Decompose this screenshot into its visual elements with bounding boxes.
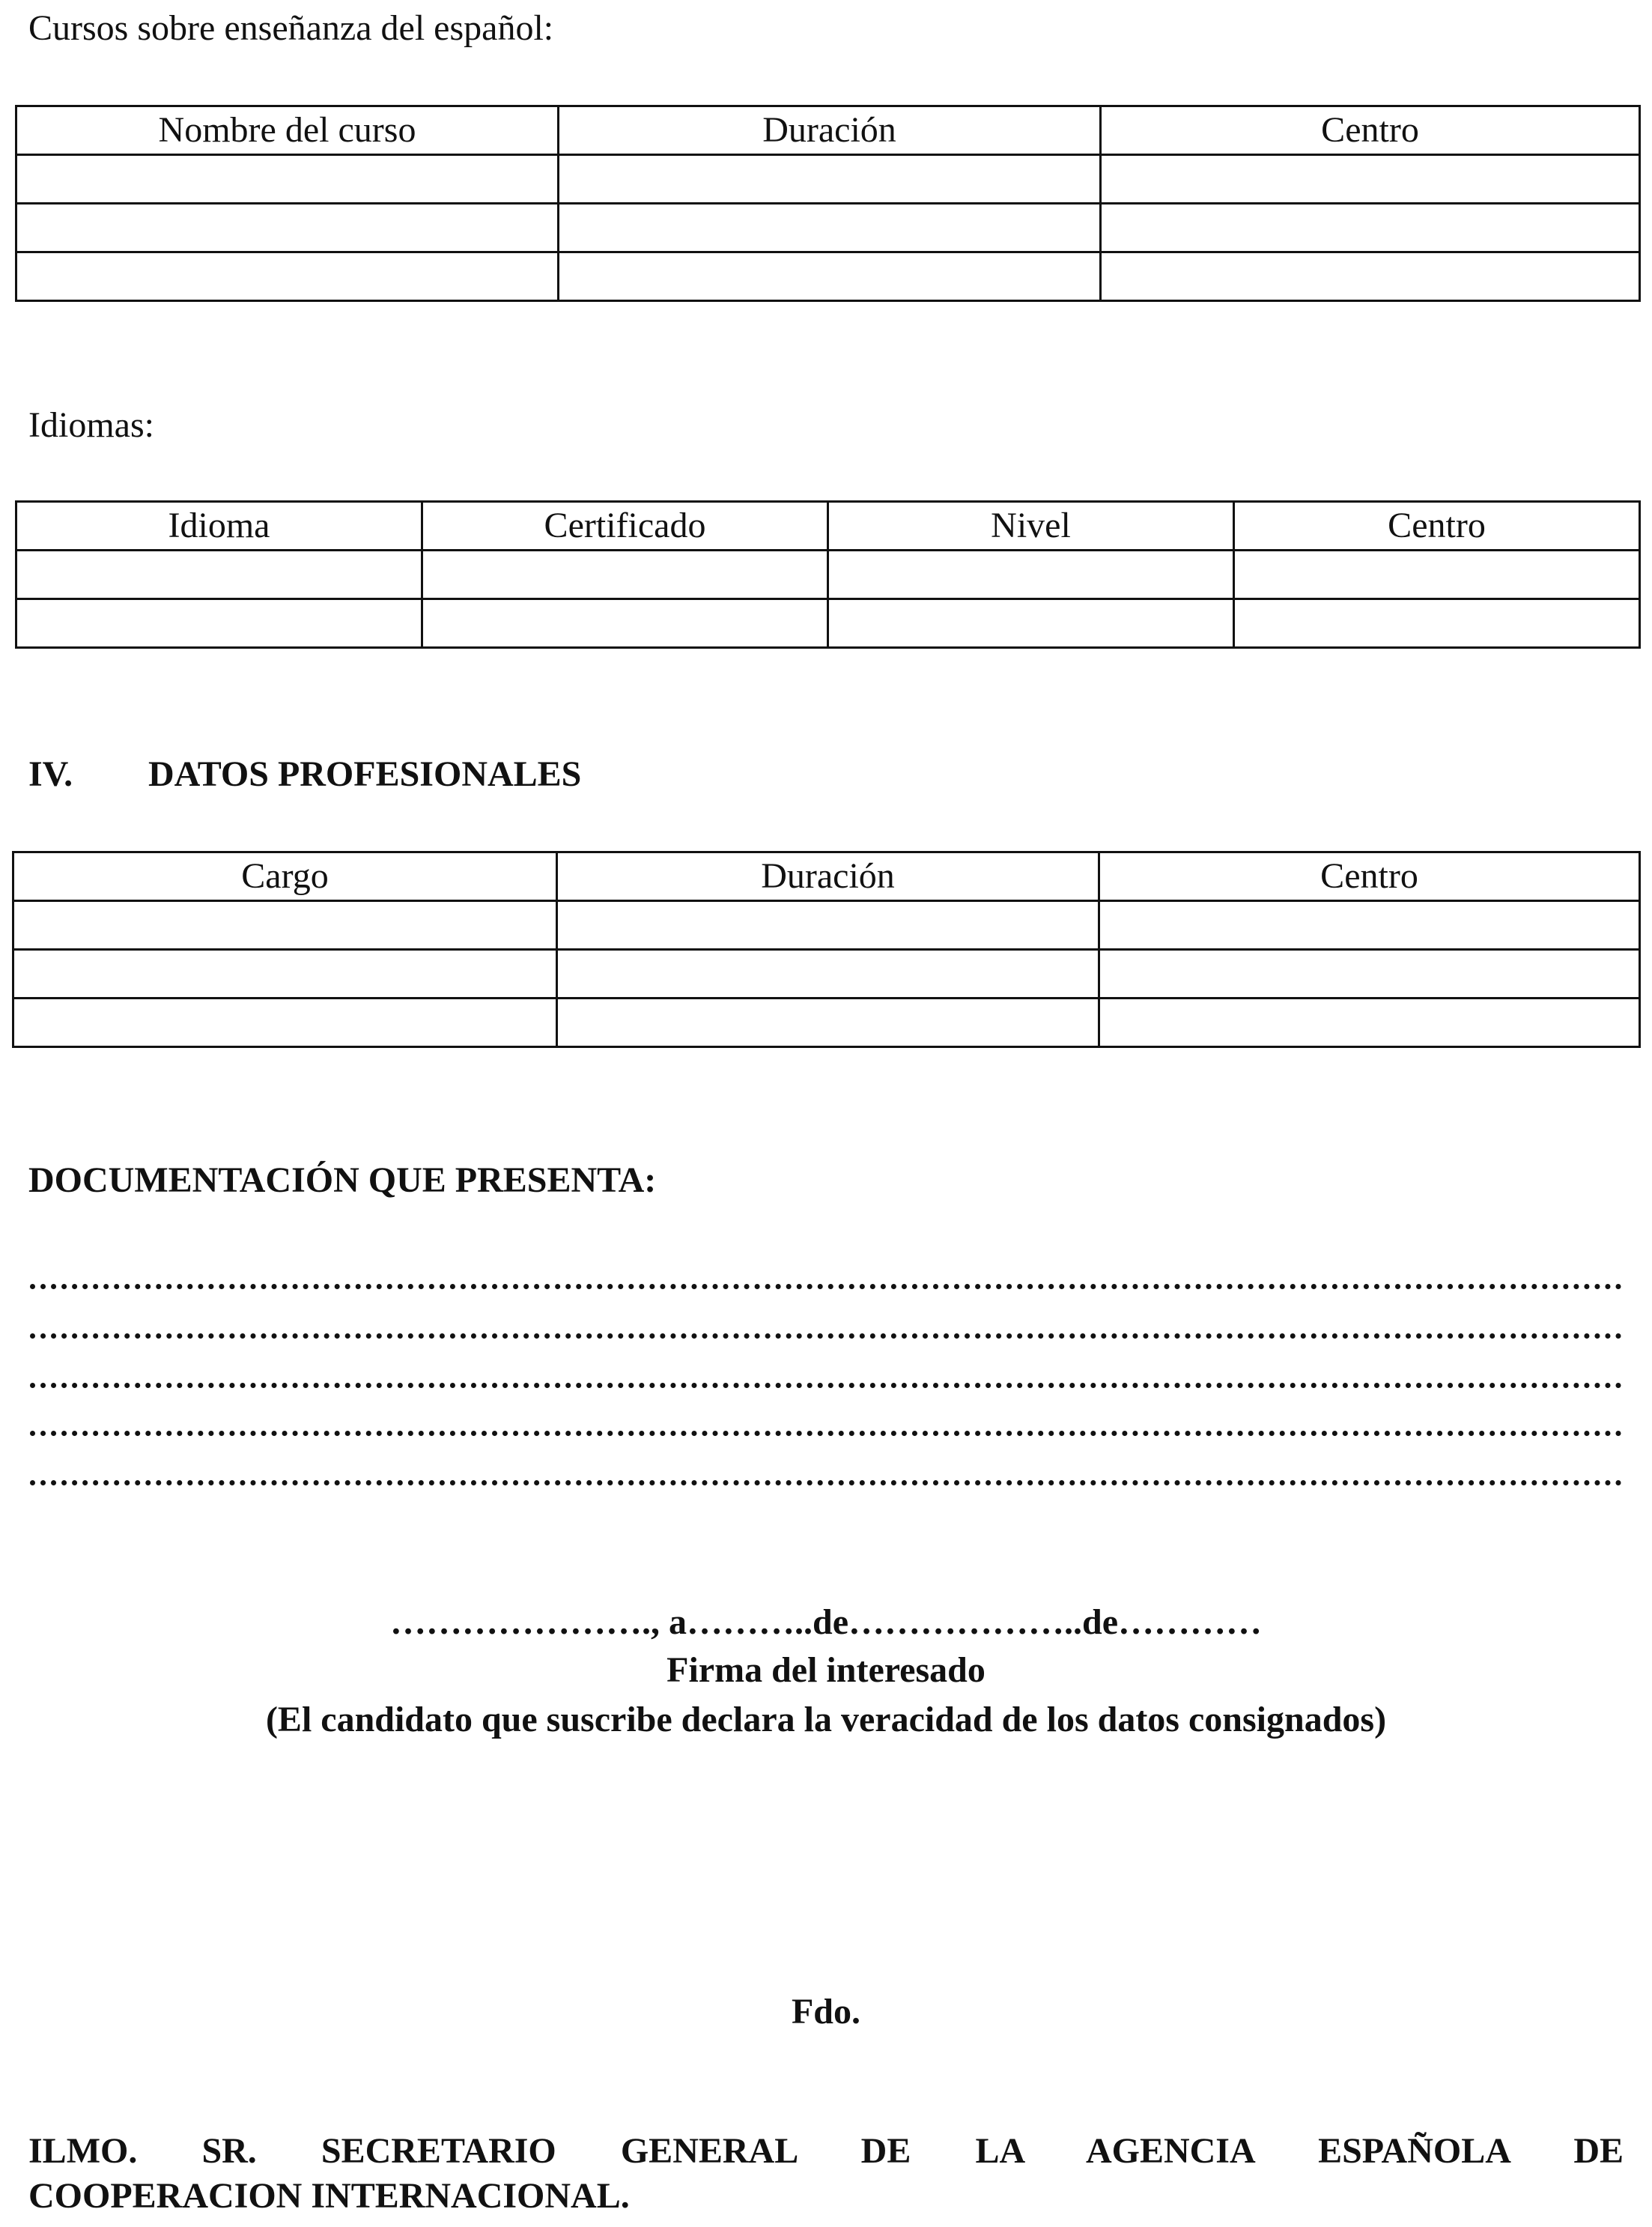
column-header-duracion: Duración: [559, 106, 1101, 155]
idiomas-table: [15, 500, 1641, 649]
table-cell[interactable]: [16, 204, 559, 252]
table-row: [16, 204, 1640, 252]
table-cell[interactable]: [1101, 252, 1640, 301]
dotted-fill-line[interactable]: [30, 1480, 1622, 1485]
addressee-line-1: [28, 2129, 1624, 2174]
column-header-cargo: Cargo: [13, 852, 557, 901]
addressee-word: ESPAÑOLA: [1318, 2131, 1510, 2171]
table-row: [16, 599, 1640, 648]
addressee-word: SR.: [201, 2131, 257, 2171]
idiomas-label: Idiomas:: [28, 405, 154, 445]
table-cell[interactable]: [559, 155, 1101, 204]
addressee-word: AGENCIA: [1085, 2131, 1254, 2171]
table-cell[interactable]: [13, 999, 557, 1047]
dotted-fill-line[interactable]: [30, 1383, 1622, 1388]
documentacion-heading: DOCUMENTACIÓN QUE PRESENTA:: [28, 1160, 657, 1200]
table-cell[interactable]: [559, 252, 1101, 301]
table-header-row: [16, 106, 1640, 155]
column-header-centro: Centro: [1099, 852, 1640, 901]
addressee-line-2: COOPERACION INTERNACIONAL.: [28, 2176, 630, 2216]
table-cell[interactable]: [557, 999, 1099, 1047]
table-row: [16, 551, 1640, 599]
addressee-word: SECRETARIO: [321, 2131, 556, 2171]
table-row: [13, 901, 1640, 950]
column-header-duracion: Duración: [557, 852, 1099, 901]
table-cell[interactable]: [1099, 999, 1640, 1047]
table-header-row: [16, 502, 1640, 551]
table-cell[interactable]: [1234, 599, 1640, 648]
table-cell[interactable]: [13, 950, 557, 999]
column-header-centro: Centro: [1101, 106, 1640, 155]
table-row: [13, 999, 1640, 1047]
profesionales-table: [12, 851, 1641, 1048]
table-cell[interactable]: [828, 599, 1234, 648]
table-cell[interactable]: [16, 155, 559, 204]
dotted-fill-line[interactable]: [30, 1431, 1622, 1436]
fdo-label: Fdo.: [791, 1992, 860, 2031]
cursos-table: [15, 105, 1641, 302]
declaration-text: (El candidato que suscribe declara la veracidad de los datos consignados): [265, 1700, 1387, 1739]
dotted-fill-line[interactable]: [30, 1333, 1622, 1339]
table-cell[interactable]: [16, 599, 422, 648]
column-header-idioma: Idioma: [16, 502, 422, 551]
cursos-label: Cursos sobre enseñanza del español:: [28, 8, 554, 48]
table-row: [16, 252, 1640, 301]
table-cell[interactable]: [828, 551, 1234, 599]
section-title: DATOS PROFESIONALES: [148, 754, 582, 794]
date-place-line: …………………., a………..de………………..de…………: [390, 1602, 1262, 1642]
table-cell[interactable]: [1101, 204, 1640, 252]
column-header-certificado: Certificado: [422, 502, 828, 551]
table-cell[interactable]: [16, 252, 559, 301]
table-cell[interactable]: [559, 204, 1101, 252]
table-row: [13, 950, 1640, 999]
addressee-word: GENERAL: [620, 2131, 797, 2171]
signature-label: Firma del interesado: [666, 1650, 986, 1690]
column-header-nivel: Nivel: [828, 502, 1234, 551]
table-header-row: [13, 852, 1640, 901]
table-row: [16, 155, 1640, 204]
column-header-nombre-curso: Nombre del curso: [16, 106, 559, 155]
table-cell[interactable]: [13, 901, 557, 950]
addressee-word: DE: [1573, 2131, 1624, 2171]
table-cell[interactable]: [557, 901, 1099, 950]
table-cell[interactable]: [557, 950, 1099, 999]
table-cell[interactable]: [1234, 551, 1640, 599]
section-number: IV.: [28, 754, 73, 794]
column-header-centro: Centro: [1234, 502, 1640, 551]
table-cell[interactable]: [1099, 901, 1640, 950]
table-cell[interactable]: [1101, 155, 1640, 204]
section-heading-datos-profesionales: [28, 754, 581, 796]
table-cell[interactable]: [1099, 950, 1640, 999]
dotted-fill-line[interactable]: [30, 1284, 1622, 1289]
table-cell[interactable]: [16, 551, 422, 599]
addressee-word: DE: [860, 2131, 911, 2171]
table-cell[interactable]: [422, 551, 828, 599]
addressee-word: ILMO.: [28, 2131, 138, 2171]
addressee-word: LA: [975, 2131, 1024, 2171]
table-cell[interactable]: [422, 599, 828, 648]
